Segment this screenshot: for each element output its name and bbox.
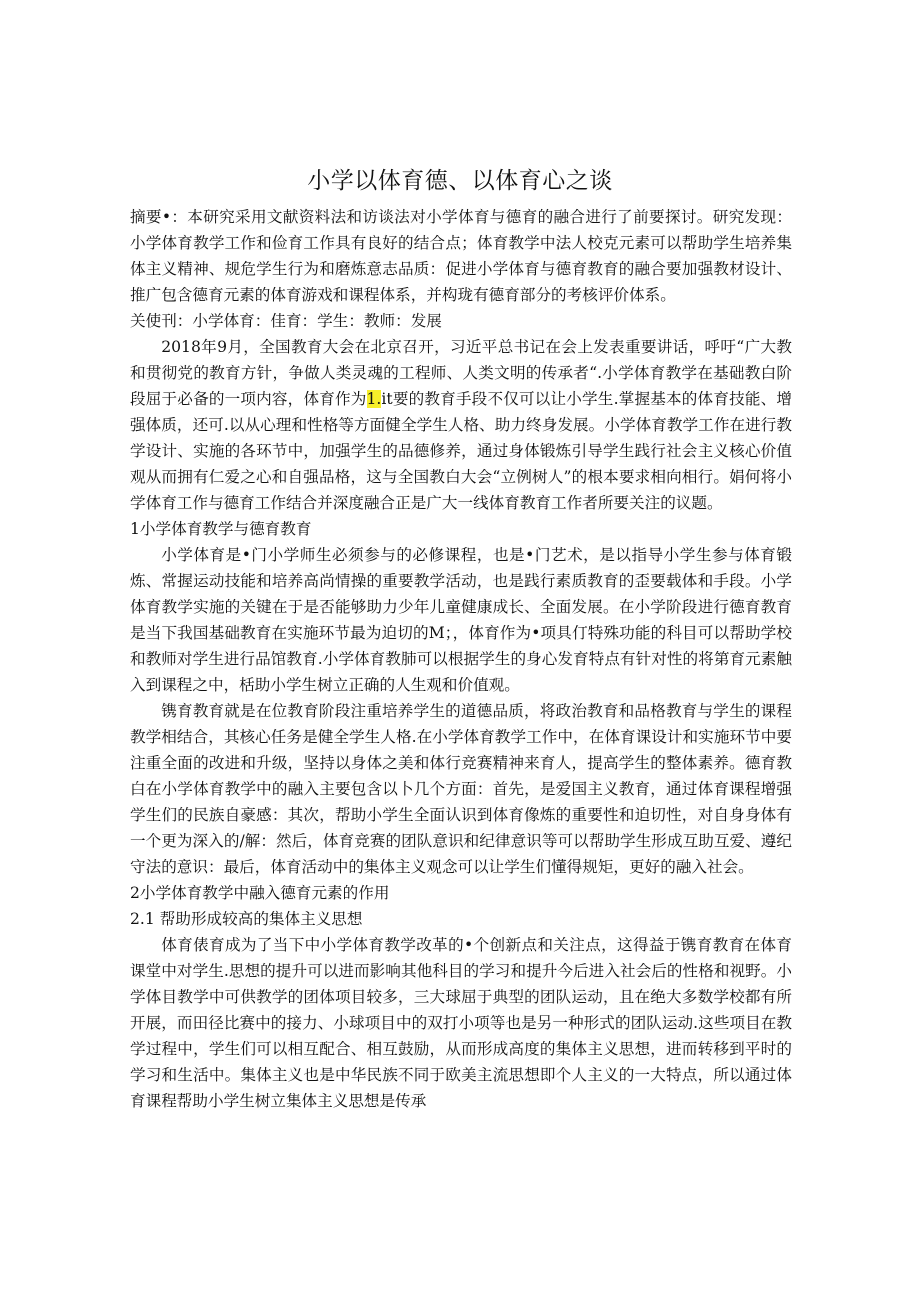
intro-text-before: 2018年9月，全国教育大会在北京召开，习近平总书记在会上发表重要讲话，呼吁“广大教和贯彻党的教育方针，争做人类灵魂的工程师、人类文明的传承者“.小学体育教学在基础教白阶段屈于必备的一项内容，体育作为: [130, 338, 792, 408]
section1-paragraph-2: 镌育教育就是在位教育阶段注重培养学生的道德品质，将政治教育和品格教育与学生的课程教学相结合，其核心任务是健全学生人格.在小学体育教学工作中，在体育课设计和实施环节中要注重全面的改进和升级，坚持以身体之美和体行竞赛精神来育人，提高学生的整体素养。德育教白在小学体育教学中的融入主要包含以卜几个方面：首先，是爱国主义教育，通过体育课程增强学生们的民族自豪感：其次，帮助小学生全面认识到体育像炼的重要性和迫切性，对自身身体有一个更为深入的/解：然后，体育竞赛的团队意识和纪律意识等可以帮助学生形成互助互爱、遵纪守法的意识：最后，体育活动中的集体主义观念可以让学生们懂得规矩，更好的融入社会。: [130, 702, 792, 876]
document-body: [130, 204, 792, 1114]
intro-paragraph: [130, 334, 792, 516]
section2-paragraph-1: 体育俵育成为了当下中小学体育教学改革的•个创新点和关注点，这得益于镌育教育在体育课堂中对学生.思想的提升可以进而影响其他科目的学习和提升今后进入社会后的性格和视野。小学体目教学中可供教学的团体项目较多，三大球屈于典型的团队运动，且在绝大多数学校都有所开展，而田径比赛中的接力、小球项目中的双打小项等也是另一种形式的团队运动.这些项目在教学过程中，学生们可以相互配合、相互鼓励，从而形成高度的集体主义思想，进而转移到平时的学习和生活中。集体主义也是中华民族不同于欧美主流思想即个人主义的一大特点，所以通过体育课程帮助小学生树立集体主义思想是传承: [130, 936, 792, 1110]
highlighted-text: 1.: [366, 390, 382, 408]
section1-paragraph-1: 小学体育是•门小学师生必须参与的必修课程，也是•门艺术，是以指导小学生参与体育锻炼、常握运动技能和培养高尚情操的重要教学活动，也是践行素质教育的歪要载体和手段。小学体育教学实施的关键在于是否能够助力少年儿童健康成长、全面发展。在小学阶段进行德育教育是当下我国基础教育在实施环节最为迫切的M；，体育作为•项具仃特殊功能的科目可以帮助学校和教师对学生进行品馆教育.小学体育教肺可以根据学生的身心发育特点有针对性的将第育元素触入到课程之中，栝助小学生树立正确的人生观和价值观。: [130, 546, 792, 694]
keywords-line: 关使刊：小学体育：佳育：学生：教师：发展: [130, 312, 442, 330]
section-heading-1: 1小学体育教学与德育教育: [130, 520, 312, 538]
section-heading-2: 2小学体育教学中融入德育元素的作用: [130, 884, 390, 902]
intro-text-after: it要的教育手段不仅可以让小学生.掌握基本的体育技能、增强体质，还可.以从心理和性格等方面健全学生人格、助力终身发展。小学体育教学工作在进行教学设计、实施的各环节中，加强学生的品德修养，通过身体锻炼引导学生践行社会主义核心价值观从而拥有仁爱之心和自强品格，这与全国教白大会“立例树人”的根本要求相向相行。娟何将小学体育工作与德育工作结合并深度融合正是广大一线体育教育工作者所要关注的议题。: [130, 390, 792, 512]
document-title: 小学以体育德、以体育心之谈: [307, 168, 613, 194]
subsection-heading-2-1: 2.1 帮助形成较高的集体主义思想: [130, 910, 363, 928]
abstract-paragraph: 摘要•：本研究采用文献资料法和访谈法对小学体育与德育的融合进行了前要探讨。研究发现：小学体育教学工作和俭育工作具有良好的结合点；体育教学中法人校克元素可以帮助学生培养集体主义精神、规危学生行为和磨炼意志品质：促进小学体育与德育教育的融合要加强教材设计、推广包含德育元素的体育游戏和课程体系，并构珑有德育部分的考核评价体系。: [130, 208, 792, 304]
